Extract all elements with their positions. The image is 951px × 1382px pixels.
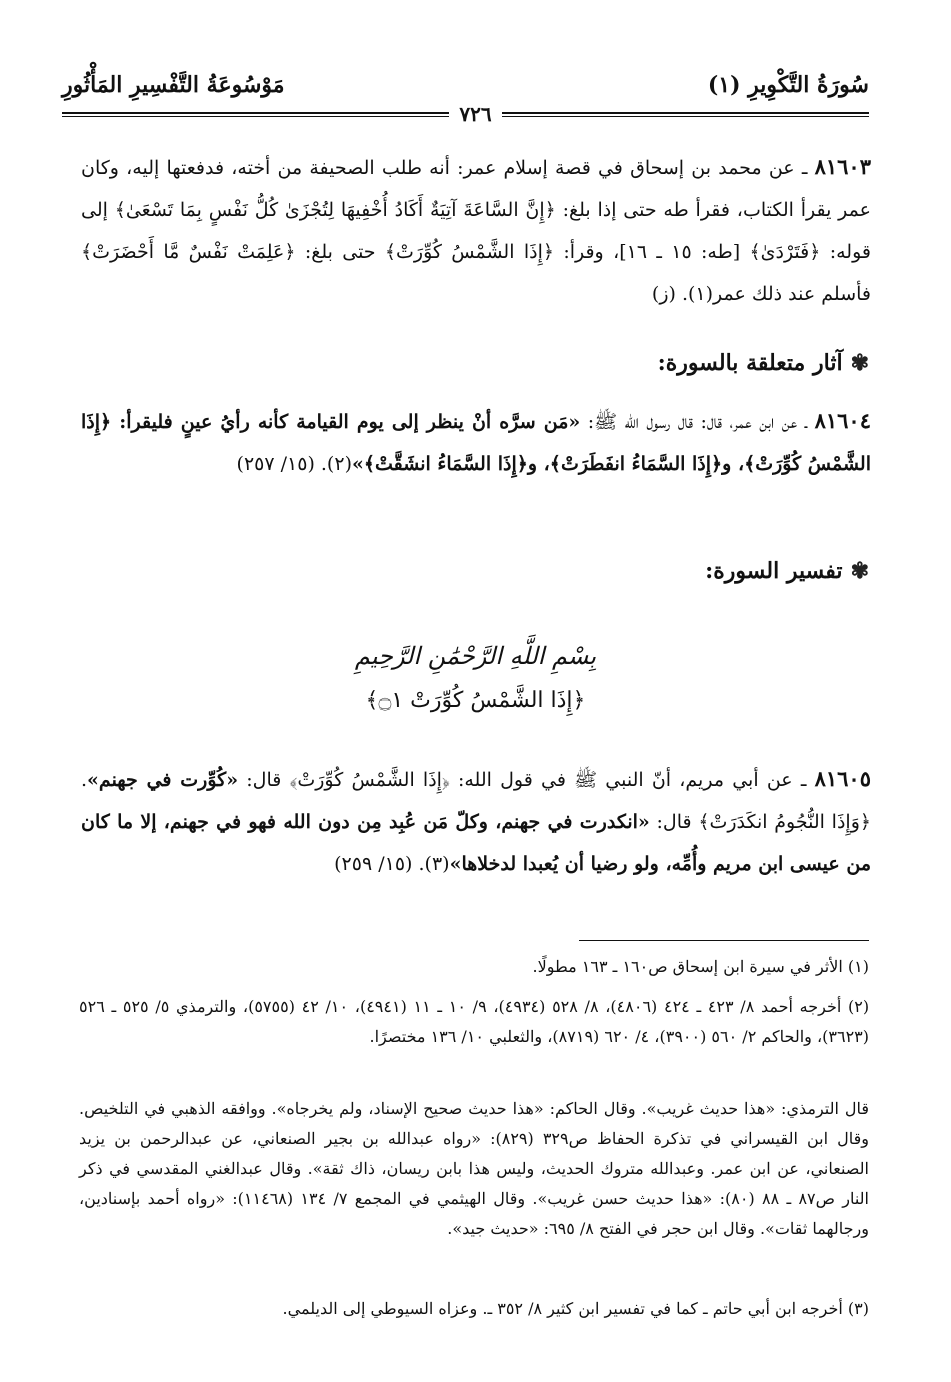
section-heading-tafsir: [705, 558, 869, 584]
footnote-3: (٣) أخرجه ابن أبي حاتم ـ كما في تفسير ابن كثير ٨/ ٣٥٢ ـ. وعزاه السيوطي إلى الديلمي.: [282, 1299, 869, 1318]
basmala: بِسْمِ اللَّهِ الرَّحْمَٰنِ الرَّحِيمِ: [354, 642, 597, 670]
section-heading-label: آثار متعلقة بالسورة:: [657, 350, 843, 376]
narration-81603: [81, 146, 871, 315]
footnote-separator: [579, 940, 869, 941]
footnote-1: (١) الأثر في سيرة ابن إسحاق ص١٦٠ ـ ١٦٣ مطولًا.: [532, 957, 869, 976]
hadith-text: «كُوِّرت في جهنم»: [87, 769, 239, 791]
narration-81605: [81, 758, 871, 885]
narration-reference: (٣). (١٥/ ٢٥٩): [334, 853, 450, 875]
narration-reference: (٢). (١٥/ ٢٥٧): [236, 453, 352, 475]
narration-text: ـ عن ابن عمر، قال: قال رسول الله ﷺ:: [580, 411, 815, 433]
narration-text: ـ عن محمد بن إسحاق في قصة إسلام عمر: أنه طلب الصحيفة من أخته، فدفعتها إليه، وكان عمر يقرأ الكتاب، فقرأ طه حتى إذا بلغ: ﴿إِنَّ السَّاعَةَ آتِيَةٌ أَكَادُ أُخْفِيهَا لِتُجْزَىٰ كُلُّ نَفْسٍ بِمَا تَسْعَىٰ﴾ إلى قوله: ﴿فَتَرْدَىٰ﴾ [طه: ١٥ ـ ١٦]، وقرأ: ﴿إِذَا الشَّمْسُ كُوِّرَتْ﴾ حتى بلغ: ﴿عَلِمَتْ نَفْسٌ مَّا أَحْضَرَتْ﴾ فأسلم عند ذلك عمر(١). (ز): [81, 157, 871, 305]
flower-ornament-icon: ✾: [850, 350, 869, 376]
narration-number: ٨١٦٠٥: [814, 766, 871, 791]
surah-header: سُورَةُ التَّكْوِيرِ (١): [707, 72, 869, 98]
footnote-2: (٢) أخرجه أحمد ٨/ ٤٢٣ ـ ٤٢٤ (٤٨٠٦)، ٨/ ٥٢٨ (٤٩٣٤)، ٩/ ١٠ ـ ١١ (٤٩٤١)، ١٠/ ٤٢ (٥٧٥٥)، والترمذي ٥/ ٥٢٥ ـ ٥٢٦ (٣٦٢٣)، والحاكم ٢/ ٥٦٠ (٣٩٠٠)، ٤/ ٦٢٠ (٨٧١٩)، والثعلبي ١٠/ ١٣٦ مختصرًا.: [79, 997, 870, 1046]
narration-number: ٨١٦٠٤: [814, 408, 871, 433]
narration-number: ٨١٦٠٣: [814, 154, 871, 179]
footnote-2-commentary: قال الترمذي: «هذا حديث غريب». وقال الحاكم: «هذا حديث صحيح الإسناد، ولم يخرجاه». ووافقه الذهبي في التلخيص. وقال ابن القيسراني في تذكرة الحفاظ ص٣٢٩ (٨٢٩): «رواه عبدالله بن بجير الصنعاني، عن عبدالرحمن بن يزيد الصنعاني، عن ابن عمر. وعبدالله متروك الحديث، وليس هذا بابن ريسان، ذاك ثقة». وقال عبدالغني المقدسي في ذكر النار ص٨٧ ـ ٨٨ (٨٠): «هذا حديث حسن غريب». وقال الهيثمي في المجمع ٧/ ١٣٤ (١١٤٦٨): «رواه أحمد بإسنادين، ورجالهما ثقات». وقال ابن حجر في الفتح ٨/ ٦٩٥: «حديث جيد».: [79, 1099, 870, 1238]
page-number: ٧٢٦: [449, 102, 501, 126]
ayah-verse-1: ﴿إِذَا الشَّمْسُ كُوِّرَتْ ۝١﴾: [365, 688, 586, 713]
section-heading-related: [658, 350, 869, 376]
narration-text: . ﴿وَإِذَا النُّجُومُ انكَدَرَتْ﴾ قال:: [81, 769, 871, 833]
narration-text: ـ عن أبي مريم، أنّ النبي ﷺ في قول الله: ﴿إِذَا الشَّمْسُ كُوِّرَتْ﴾ قال:: [238, 769, 815, 791]
narration-81604: [81, 400, 871, 485]
hadith-text: «انكدرت في جهنم، وكلّ مَن عُبِد مِن دون الله فهو في جهنم، إلا ما كان من عيسى ابن مريم وأُمِّه، ولو رضيا أن يُعبدا لدخلاها»: [81, 811, 871, 875]
flower-ornament-icon: ✾: [850, 558, 869, 584]
book-title-header: مَوْسُوعَةُ التَّفْسِيرِ المَأْثُورِ: [62, 72, 285, 98]
page-number-wrap: [0, 102, 951, 126]
hadith-text: «مَن سرَّه أنْ ينظر إلى يوم القيامة كأنه رأيُ عينٍ فليقرأ: ﴿إِذَا الشَّمْسُ كُوِّرَتْ﴾، و﴿إِذَا السَّمَاءُ انفَطَرَتْ﴾، و﴿إِذَا السَّمَاءُ انشَقَّتْ﴾»: [81, 411, 871, 475]
section-heading-label: تفسير السورة:: [705, 558, 843, 584]
